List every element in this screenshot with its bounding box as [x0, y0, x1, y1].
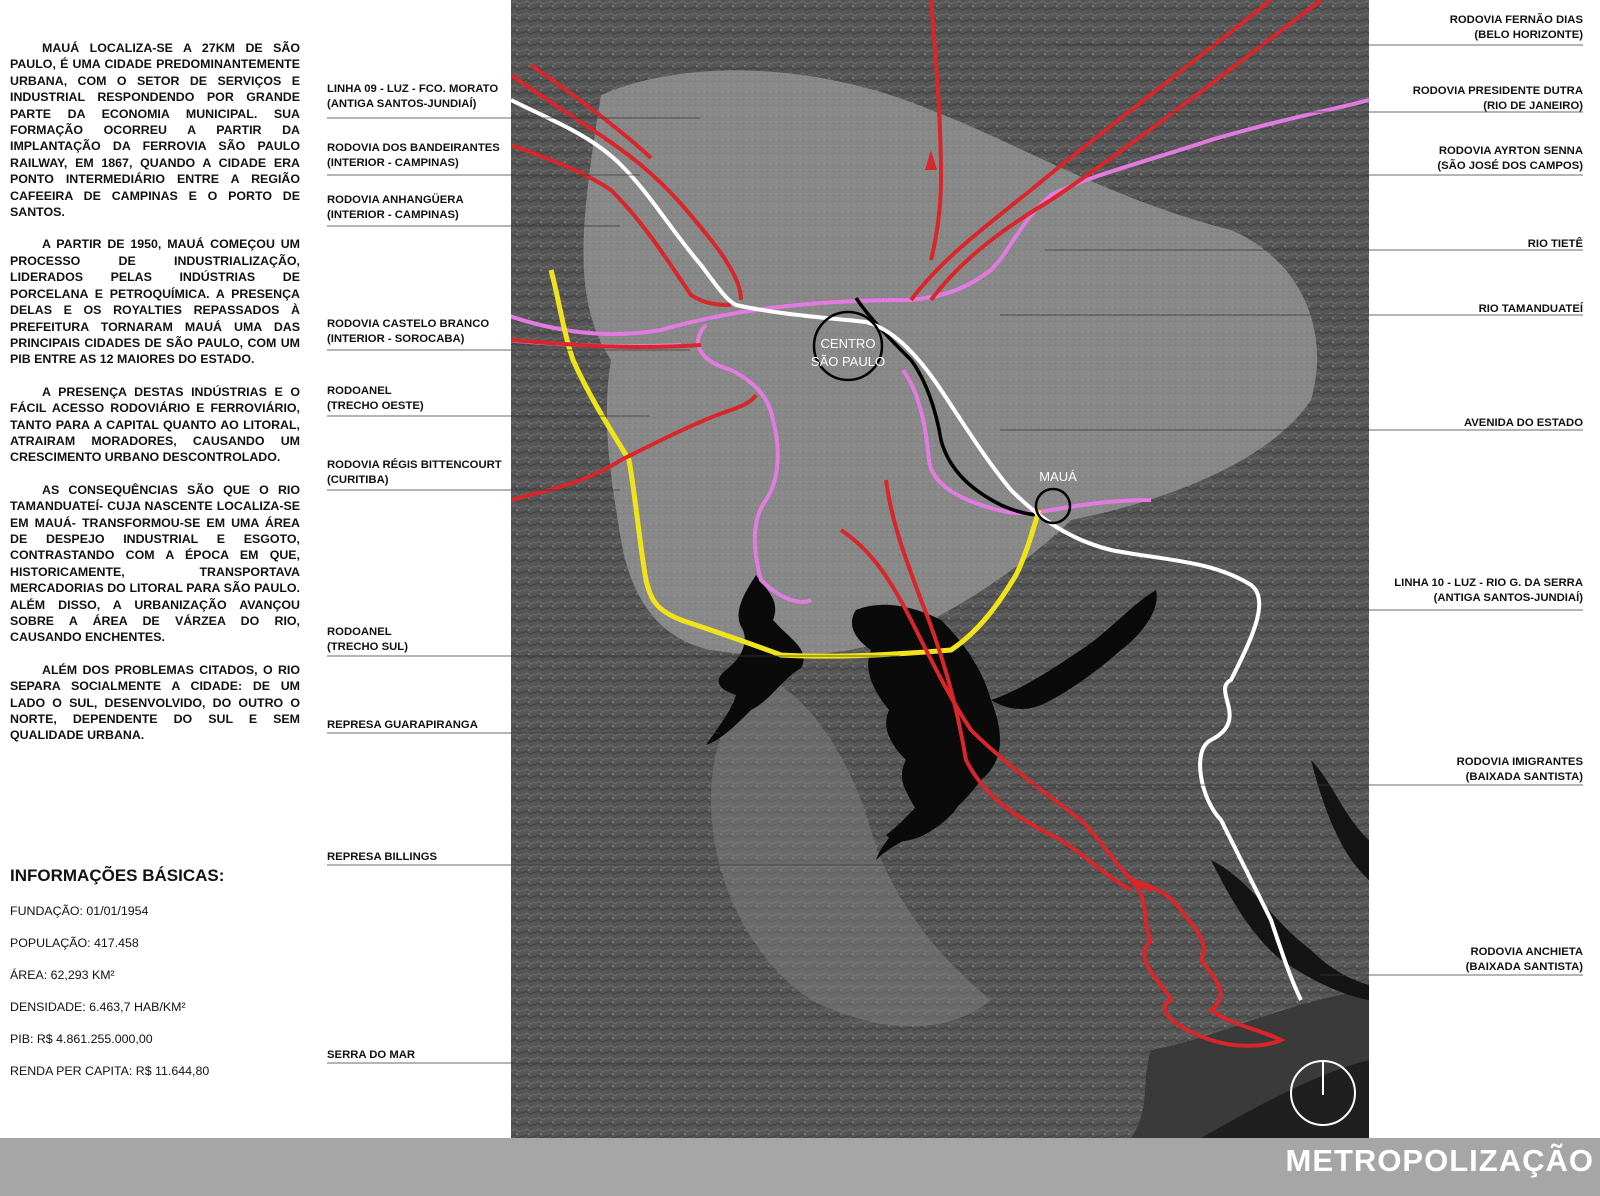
essay-text — [10, 40, 300, 760]
label-linha-10: LINHA 10 - LUZ - RIO G. DA SERRA (ANTIGA SANTOS-JUNDIAÍ) — [1394, 577, 1583, 604]
info-area: ÁREA: 62,293 KM² — [10, 968, 115, 982]
essay-paragraph: AS CONSEQUÊNCIAS SÃO QUE O RIO TAMANDUATEÍ- CUJA NASCENTE LOCALIZA-SE EM MAUÁ- TRANSFORMOU-SE EM UMA ÁREA DE DESPEJO INDUSTRIAL E ESGOTO, CONTRASTANDO COM A ÉPOCA EM QUE, HISTORICAMENTE, TRANSPORTAVA MERCADORIAS DO LITORAL PARA SÃO PAULO. ALÉM DISSO, A URBANIZAÇÃO AVANÇOU SOBRE A ÁREA DE VÁRZEA DO RIO, CAUSANDO ENCHENTES. — [10, 482, 300, 645]
label-rodoanel-oeste: RODOANEL (TRECHO OESTE) — [327, 385, 424, 412]
info-list — [10, 903, 209, 1095]
footer-title: METROPOLIZAÇÃO — [1285, 1143, 1594, 1178]
label-rodovia-fernao-dias: RODOVIA FERNÃO DIAS (BELO HORIZONTE) — [1449, 14, 1583, 41]
label-rodovia-ayrton-senna: RODOVIA AYRTON SENNA (SÃO JOSÉ DOS CAMPOS) — [1437, 145, 1583, 172]
info-title: INFORMAÇÕES BÁSICAS: — [10, 866, 225, 885]
label-rodovia-anchieta: RODOVIA ANCHIETA (BAIXADA SANTISTA) — [1465, 946, 1583, 973]
label-rio-tiete: RIO TIETÊ — [1527, 238, 1583, 250]
info-densidade: DENSIDADE: 6.463,7 HAB/KM² — [10, 1000, 186, 1014]
centro-label-1: CENTRO — [820, 336, 876, 351]
label-serra-do-mar: SERRA DO MAR — [327, 1049, 416, 1061]
essay-paragraph: A PRESENÇA DESTAS INDÚSTRIAS E O FÁCIL ACESSO RODOVIÁRIO E FERROVIÁRIO, TANTO PARA A CAPITAL QUANTO AO LITORAL, ATRAIRAM MORADORES, CAUSANDO UM CRESCIMENTO URBANO DESCONTROLADO. — [10, 384, 300, 465]
label-linha-09: LINHA 09 - LUZ - FCO. MORATO (ANTIGA SANTOS-JUNDIAÍ) — [327, 83, 499, 110]
label-avenida-do-estado: AVENIDA DO ESTADO — [1463, 417, 1583, 429]
label-rodovia-bandeirantes: RODOVIA DOS BANDEIRANTES (INTERIOR - CAMPINAS) — [327, 142, 500, 169]
info-populacao: POPULAÇÃO: 417.458 — [10, 936, 139, 950]
label-rodovia-regis: RODOVIA RÉGIS BITTENCOURT (CURITIBA) — [327, 459, 502, 486]
label-rio-tamanduatei: RIO TAMANDUATEÍ — [1478, 303, 1583, 315]
label-rodoanel-sul: RODOANEL (TRECHO SUL) — [327, 626, 408, 653]
label-rodovia-presidente-dutra: RODOVIA PRESIDENTE DUTRA (RIO DE JANEIRO) — [1412, 85, 1583, 112]
label-rodovia-imigrantes: RODOVIA IMIGRANTES (BAIXADA SANTISTA) — [1456, 756, 1583, 783]
info-pib: PIB: R$ 4.861.255.000,00 — [10, 1032, 153, 1046]
maua-label: MAUÁ — [1039, 469, 1077, 484]
label-represa-guarapiranga: REPRESA GUARAPIRANGA — [327, 719, 478, 731]
satellite-map — [511, 0, 1369, 1138]
essay-paragraph: A PARTIR DE 1950, MAUÁ COMEÇOU UM PROCESSO DE INDUSTRIALIZAÇÃO, LIDERADOS PELAS INDÚSTRIAS DE PORCELANA E PETROQUÍMICA. A PRESENÇA DELAS E OS ROYALTIES REPASSADOS À PREFEITURA TORNARAM MAUÁ UMA DAS PRINCIPAIS CIDADES DE SÃO PAULO, COM UM PIB ENTRE AS 12 MAIORES DO ESTADO. — [10, 237, 300, 367]
label-rodovia-anhanguera: RODOVIA ANHANGÜERA (INTERIOR - CAMPINAS) — [327, 194, 464, 221]
label-rodovia-castelo-branco: RODOVIA CASTELO BRANCO (INTERIOR - SOROCABA) — [327, 318, 490, 345]
essay-paragraph: ALÉM DOS PROBLEMAS CITADOS, O RIO SEPARA SOCIALMENTE A CIDADE: DE UM LADO O SUL, DESENVOLVIDO, DO OUTRO O NORTE, DEPENDENTE DO SUL E SEM QUALIDADE URBANA. — [10, 662, 300, 743]
essay-paragraph: MAUÁ LOCALIZA-SE A 27KM DE SÃO PAULO, É UMA CIDADE PREDOMINANTEMENTE URBANA, COM O SETOR DE SERVIÇOS E INDUSTRIAL RESPONDENDO POR GRANDE PARTE DA ECONOMIA MUNICIPAL. SUA FORMAÇÃO OCORREU A PARTIR DA IMPLANTAÇÃO DA FERROVIA SÃO PAULO RAILWAY, EM 1867, QUANDO A CIDADE ERA PONTO INTERMEDIÁRIO ENTRE A REGIÃO CAFEEIRA DE CAMPINAS E O PORTO DE SANTOS. — [10, 41, 300, 220]
centro-label-2: SÃO PAULO — [810, 354, 886, 369]
info-renda: RENDA PER CAPITA: R$ 11.644,80 — [10, 1064, 210, 1078]
info-fundacao: FUNDAÇÃO: 01/01/1954 — [10, 904, 149, 918]
label-represa-billings: REPRESA BILLINGS — [327, 851, 438, 863]
